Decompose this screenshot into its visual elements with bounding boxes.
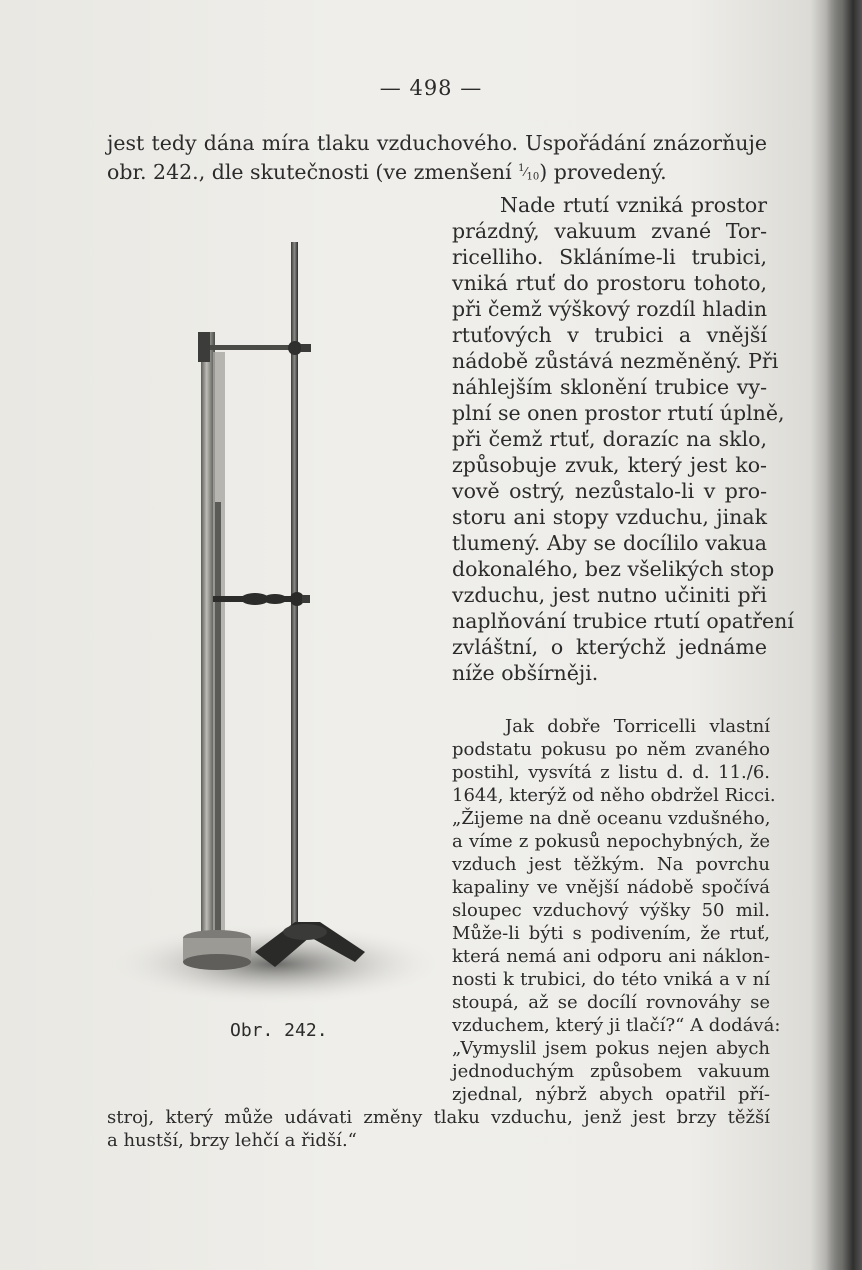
text-line: „Žijeme na dně oceanu vzdušného, [452, 808, 771, 829]
text-line: rtuťových v trubici a vnější [452, 323, 767, 347]
text-line: stoupá, až se docílí rovnováhy se [452, 992, 770, 1013]
text-line: 1644, kterýž od něho obdržel Ricci. [452, 785, 776, 806]
text-line: nádobě zůstává nezměněný. Při [452, 349, 779, 373]
text-line: jednoduchým způsobem vakuum [452, 1061, 770, 1082]
text-line: vově ostrý, nezůstalo-li v pro- [452, 479, 767, 503]
text-line: sloupec vzduchový výšky 50 mil. [452, 900, 770, 921]
text-line: která nemá ani odporu ani náklon- [452, 946, 770, 967]
text-line: ricelliho. Skláníme-li trubici, [452, 245, 767, 269]
text-line: zvláštní, o kterýchž jednáme [452, 635, 767, 659]
text-line: náhlejším sklonění trubice vy- [452, 375, 767, 399]
text-line: tlumený. Aby se docílilo vakua [452, 531, 767, 555]
text-line [107, 156, 707, 190]
text-line: kapaliny ve vnější nádobě spočívá [452, 877, 770, 898]
text-line: při čemž rtuť, dorazíc na sklo, [452, 427, 767, 451]
barometer-illustration [105, 232, 440, 1012]
text-line: způsobuje zvuk, který jest ko- [452, 453, 767, 477]
text-line: a hustší, brzy lehčí a řidší.“ [107, 1130, 357, 1151]
text-line: Jak dobře Torricelli vlastní [505, 716, 770, 737]
text-line: níže obšírněji. [452, 661, 599, 685]
text-line: vzduchem, který ji tlačí?“ A dodává: [452, 1015, 781, 1036]
book-spine-shadow [826, 0, 862, 1270]
text-line: „Vymyslil jsem pokus nejen abych [452, 1038, 770, 1059]
upper-clamp-arm [205, 345, 297, 350]
text-line: Nade rtutí vzniká prostor [500, 193, 767, 217]
text-line: vniká rtuť do prostoru tohoto, [452, 271, 767, 295]
text-line: zjednal, nýbrž abych opatřil pří- [452, 1084, 770, 1105]
fraction: $^1⁄_{10}$ [518, 163, 540, 183]
text-line: dokonalého, bez všelikých stop [452, 557, 775, 581]
text-line: vzduchu, jest nutno učiniti při [452, 583, 767, 607]
text-fragment: obr. 242., dle skutečnosti (ve zmenšení [107, 160, 519, 184]
mercury-column [215, 502, 221, 942]
text-line: jest tedy dána míra tlaku vzduchového. Uspořádání znázorňuje [107, 131, 767, 155]
page-number: — 498 — [379, 76, 483, 100]
fraction-denominator: 10 [526, 171, 540, 183]
text-line: Může-li býti s podivením, že rtuť, [452, 923, 770, 944]
text-line: plní se onen prostor rtutí úplně, [452, 401, 785, 425]
text-line: při čemž výškový rozdíl hladin [452, 297, 768, 321]
text-line: storu ani stopy vzduchu, jinak [452, 505, 767, 529]
text-line: vzduch jest těžkým. Na povrchu [452, 854, 770, 875]
text-line: a víme z pokusů nepochybných, že [452, 831, 770, 852]
text-line: naplňování trubice rtutí opatření [452, 609, 794, 633]
barometer-tube [201, 332, 215, 952]
text-line: postihl, vysvítá z listu d. d. 11./6. [452, 762, 770, 783]
text-line: prázdný, vakuum zvané Tor- [452, 219, 767, 243]
text-fragment: ) provedený. [539, 160, 667, 184]
text-line: stroj, který může udávati změny tlaku vzduchu, jenž jest brzy těžší [107, 1107, 770, 1128]
fraction-numerator: 1 [518, 163, 525, 174]
text-line: podstatu pokusu po něm zvaného [452, 739, 770, 760]
figure-caption: Obr. 242. [230, 1020, 328, 1041]
text-line: nosti k trubici, do této vniká a v ní [452, 969, 770, 990]
